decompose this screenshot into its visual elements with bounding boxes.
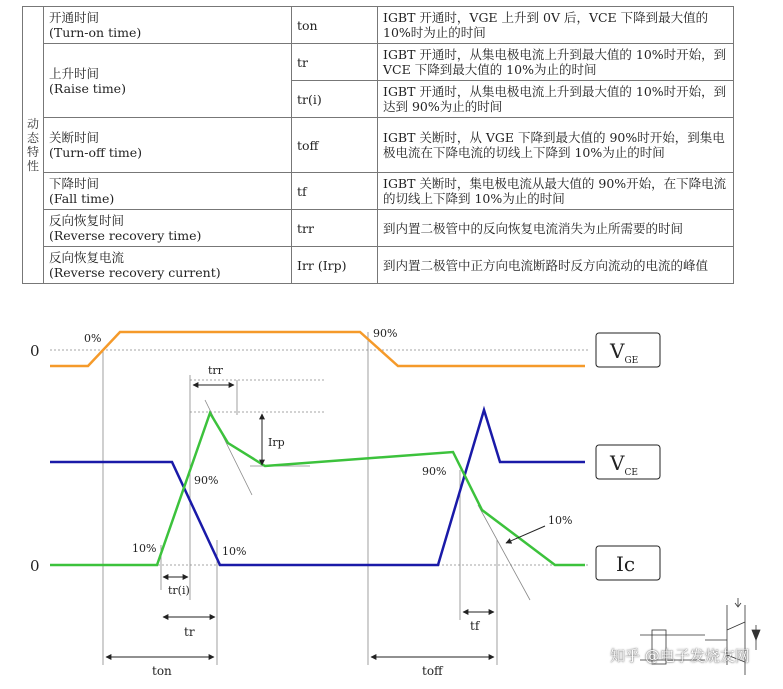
param-name-en: (Turn-off time) <box>49 145 143 160</box>
param-name-cn: 反向恢复时间 <box>49 213 125 228</box>
trr-label: trr <box>208 364 223 377</box>
param-name-cn: 上升时间 <box>49 65 100 81</box>
pct-10-left-label: 10% <box>132 542 157 555</box>
pct-90-right-label: 90% <box>422 465 447 478</box>
irp-label: Irp <box>268 436 285 449</box>
param-symbol: toff <box>292 118 378 173</box>
vge-waveform <box>50 332 585 366</box>
ic-waveform <box>50 413 585 565</box>
pct-10-right-label: 10% <box>548 514 573 527</box>
pct-90-left-label: 90% <box>194 474 219 487</box>
tr-label: tr <box>184 625 195 639</box>
param-symbol: Irr (Irp) <box>292 247 378 284</box>
param-name-cn: 关断时间 <box>49 130 100 145</box>
param-desc: 到内置二极管中的反向恢复电流消失为止所需要的时间 <box>378 210 734 247</box>
pct-10-right-pointer <box>506 526 545 543</box>
param-name-en: (Reverse recovery current) <box>49 265 221 280</box>
param-symbol: tf <box>292 173 378 210</box>
param-name-cn: 下降时间 <box>49 176 100 191</box>
param-name-cn: 开通时间 <box>49 10 100 25</box>
category-char: 性 <box>26 159 39 173</box>
vce-waveform <box>50 410 585 565</box>
param-symbol: tr(i) <box>292 81 378 118</box>
param-name-en: (Raise time) <box>49 80 126 96</box>
tf-tangent <box>478 505 530 600</box>
param-desc: 到内置二极管中正方向电流断路时反方向流动的电流的峰值 <box>378 247 734 284</box>
param-desc: IGBT 开通时，从集电极电流上升到最大值的 10%时开始，到 VCE 下降到最大值的 10%为止的时间 <box>378 44 734 81</box>
ic-box-label: Ic <box>616 552 636 576</box>
param-desc: IGBT 关断时，从 VGE 下降到最大值的 90%时开始，到集电极电流在下降电流的切线上下降到 10%为止的时间 <box>378 118 734 173</box>
zero-label-bottom: 0 <box>30 557 40 575</box>
zero-label-top: 0 <box>30 342 40 360</box>
param-desc: IGBT 开通时，从集电极电流上升到最大值的 10%时开始，到达到 90%为止的时间 <box>378 81 734 118</box>
vge-sub-text: GE <box>624 356 639 366</box>
tf-label: tf <box>470 619 480 633</box>
category-char: 动 <box>26 117 39 131</box>
param-symbol: ton <box>292 7 378 44</box>
param-name-en: (Reverse recovery time) <box>49 228 202 243</box>
watermark-text: 知乎 @电子发烧友网 <box>610 647 750 665</box>
vce-main-text: V <box>610 451 625 475</box>
toff-label: toff <box>422 664 443 678</box>
param-name-en: (Turn-on time) <box>49 25 142 40</box>
pct-10-mid-label: 10% <box>222 545 247 558</box>
vge-main-text: V <box>610 339 625 363</box>
pct-90-top-label: 90% <box>373 327 398 340</box>
vce-sub-text: CE <box>624 468 638 478</box>
param-symbol: tr <box>292 44 378 81</box>
param-desc: IGBT 关断时，集电极电流从最大值的 90%开始，在下降电流的切线上下降到 10%为止的时间 <box>378 173 734 210</box>
param-name-cn: 反向恢复电流 <box>49 250 125 265</box>
param-name-en: (Fall time) <box>49 191 115 206</box>
param-desc: IGBT 开通时，VGE 上升到 0V 后，VCE 下降到最大值的 10%时为止的时间 <box>378 7 734 44</box>
ton-label: ton <box>152 664 172 678</box>
tri-label: tr(i) <box>168 584 190 597</box>
param-symbol: trr <box>292 210 378 247</box>
category-char: 态 <box>26 131 39 145</box>
pct-0-label: 0% <box>84 332 102 345</box>
guide-lines <box>50 332 590 665</box>
category-char: 特 <box>26 145 39 159</box>
